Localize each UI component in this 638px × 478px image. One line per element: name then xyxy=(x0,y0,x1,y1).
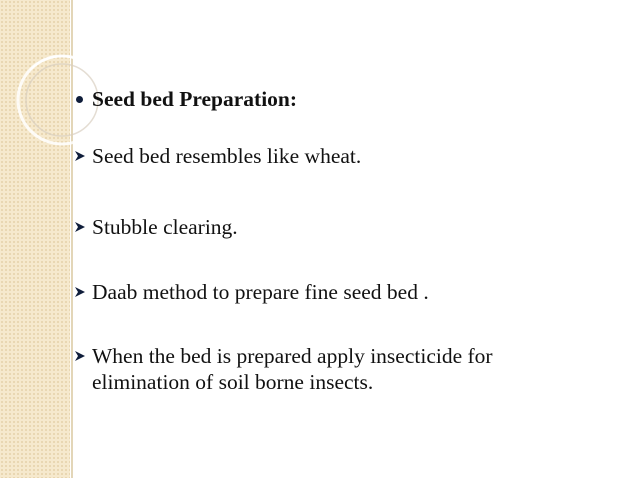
arrowhead-bullet-icon xyxy=(74,343,92,369)
list-item xyxy=(74,279,634,305)
arrowhead-bullet-icon xyxy=(74,214,92,240)
arrowhead-bullet-icon xyxy=(74,279,92,305)
arrowhead-bullet-icon xyxy=(74,143,92,169)
list-item xyxy=(74,214,634,240)
slide-heading: Seed bed Preparation: xyxy=(92,87,298,111)
list-item xyxy=(74,343,634,395)
bullet-text: Daab method to prepare fine seed bed . xyxy=(92,280,429,304)
bullet-text: Stubble clearing. xyxy=(92,215,238,239)
filled-circle-bullet-icon xyxy=(74,86,92,112)
heading-bullet xyxy=(74,86,634,112)
bullet-text: When the bed is prepared apply insecticide for elimination of soil borne insects. xyxy=(92,344,493,394)
list-item xyxy=(74,143,634,169)
bullet-text: Seed bed resembles like wheat. xyxy=(92,144,362,168)
